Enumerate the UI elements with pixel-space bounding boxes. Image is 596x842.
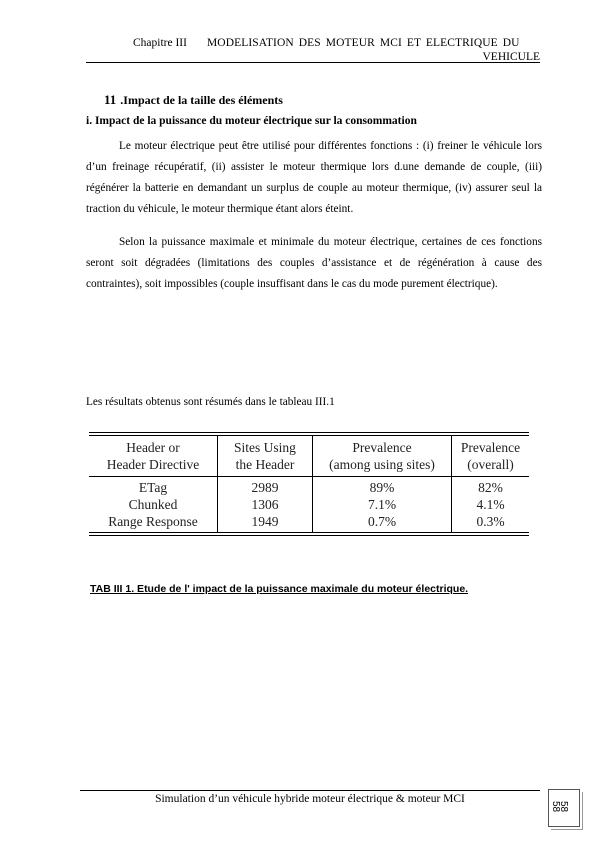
paragraph-2 bbox=[86, 232, 542, 295]
paragraph-1-text: Le moteur électrique peut être utilisé pour différentes fonctions : (i) freiner le véhicule lors d’un freinage récupératif, (ii) assister le moteur thermique lors d.une demande de couple, (iii) régénérer la batterie en demandant un surplus de couple au moteur thermique, (iv) assurer seul la traction du véhicule, le moteur thermique étant alors éteint. bbox=[86, 140, 542, 215]
section-number: 11 bbox=[104, 92, 117, 107]
header-col-prevalence-overall bbox=[452, 436, 530, 477]
running-footer: Simulation d’un véhicule hybride moteur électrique & moteur MCI bbox=[155, 793, 465, 805]
header-text: Sites Using bbox=[234, 440, 296, 455]
table-bottom-rule bbox=[89, 532, 529, 533]
results-sentence: Les résultats obtenus sont résumés dans le tableau III.1 bbox=[86, 396, 335, 408]
page-number-box bbox=[548, 789, 580, 827]
header-text: Prevalence bbox=[460, 440, 521, 455]
table-row bbox=[89, 513, 529, 532]
table-cell: 89% bbox=[313, 477, 452, 497]
header-text: Header or bbox=[126, 440, 180, 455]
table-header-row bbox=[89, 436, 529, 477]
header-text: (overall) bbox=[467, 457, 514, 472]
table-cell: 1306 bbox=[218, 496, 313, 513]
table-cell: 2989 bbox=[218, 477, 313, 497]
header-text: Prevalence bbox=[352, 440, 412, 455]
header-col-sites bbox=[218, 436, 313, 477]
table-cell: 82% bbox=[452, 477, 530, 497]
subsection-heading: i. Impact de la puissance du moteur électrique sur la consommation bbox=[86, 115, 417, 127]
header-divider bbox=[86, 62, 540, 63]
table-cell: 0.3% bbox=[452, 513, 530, 532]
table-cell: 7.1% bbox=[313, 496, 452, 513]
page-number: 58 bbox=[550, 800, 562, 813]
header-col-prevalence-using bbox=[313, 436, 452, 477]
header-text: (among using sites) bbox=[329, 457, 435, 472]
chapter-title: MODELISATION DES MOTEUR MCI ET ELECTRIQUE DU bbox=[206, 37, 520, 49]
header-col-directive bbox=[89, 436, 218, 477]
section-title: .Impact de la taille des éléments bbox=[120, 93, 283, 107]
table-cell: ETag bbox=[138, 480, 168, 495]
table-cell: 4.1% bbox=[452, 496, 530, 513]
table-row bbox=[89, 477, 529, 497]
results-table bbox=[89, 432, 529, 536]
running-header bbox=[86, 36, 540, 64]
table-cell: Range Response bbox=[108, 514, 198, 529]
table-cell: 1949 bbox=[218, 513, 313, 532]
table-top-rule bbox=[89, 432, 529, 433]
section-heading bbox=[104, 92, 283, 108]
table-bottom-rule-2 bbox=[89, 535, 529, 536]
data-table bbox=[89, 436, 529, 532]
table-cell: Chunked bbox=[128, 497, 178, 512]
table-cell: 0.7% bbox=[313, 513, 452, 532]
paragraph-1 bbox=[86, 136, 542, 220]
paragraph-2-text: Selon la puissance maximale et minimale du moteur électrique, certaines de ces fonctions seront soit dégradées (limitations des couples d’assistance et de régénération à cause des contraintes), soit impossibles (couple insuffisant dans le cas du mode purement électrique). bbox=[86, 236, 542, 290]
footer-divider bbox=[80, 790, 540, 791]
chapter-title-cont: VEHICULE bbox=[482, 51, 540, 63]
table-row bbox=[89, 496, 529, 513]
header-text: Header Directive bbox=[106, 457, 200, 472]
page-number: 58 bbox=[558, 800, 570, 813]
header-text: the Header bbox=[235, 457, 295, 472]
table-caption: TAB III 1. Etude de l' impact de la puissance maximale du moteur électrique. bbox=[90, 583, 469, 595]
chapter-label: Chapitre III bbox=[133, 37, 187, 49]
